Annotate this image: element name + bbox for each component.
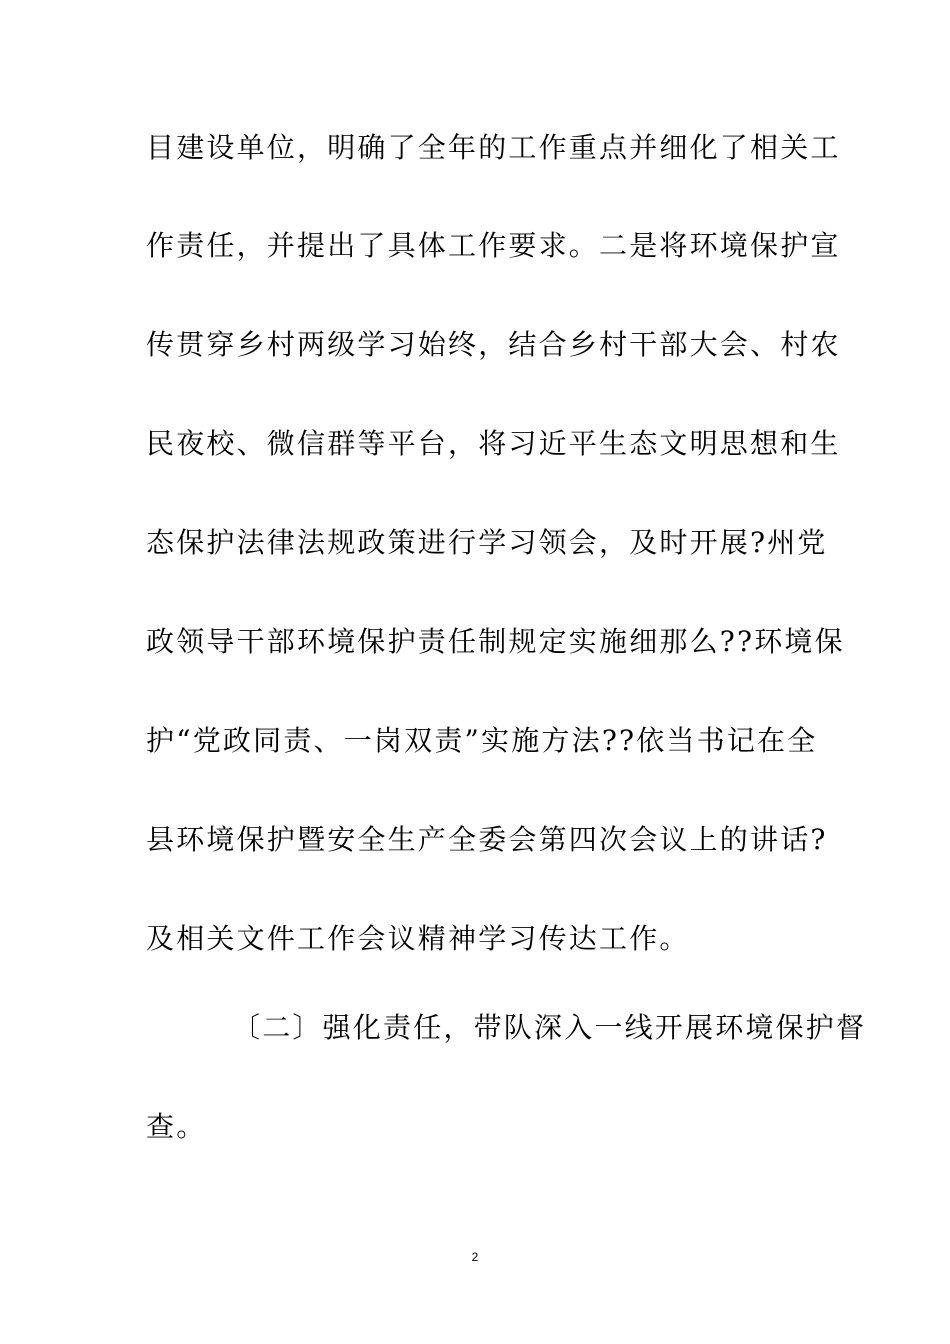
text-line: 民夜校、微信群等平台，将习近平生态文明思想和生 (146, 427, 841, 460)
text-line: 政领导干部环境保护责任制规定实施细那么??环境保 (146, 625, 845, 658)
section-heading-line: 〔二〕强化责任，带队深入一线开展环境保护督 (232, 1011, 867, 1044)
text-line: 县环境保护暨安全生产全委会第四次会议上的讲话? (146, 823, 828, 856)
text-line: 态保护法律法规政策进行学习领会，及时开展?州党 (146, 526, 828, 559)
text-line: 作责任，并提出了具体工作要求。二是将环境保护宣 (146, 229, 841, 262)
text-line: 目建设单位，明确了全年的工作重点并细化了相关工 (146, 131, 841, 164)
text-line: 传贯穿乡村两级学习始终，结合乡村干部大会、村农 (146, 328, 841, 361)
page-number: 2 (471, 1250, 479, 1264)
text-line: 及相关文件工作会议精神学习传达工作。 (146, 922, 690, 955)
section-heading-line: 查。 (146, 1110, 207, 1143)
text-line: 护“党政同责、一岗双责”实施方法??依当书记在全 (146, 724, 818, 757)
